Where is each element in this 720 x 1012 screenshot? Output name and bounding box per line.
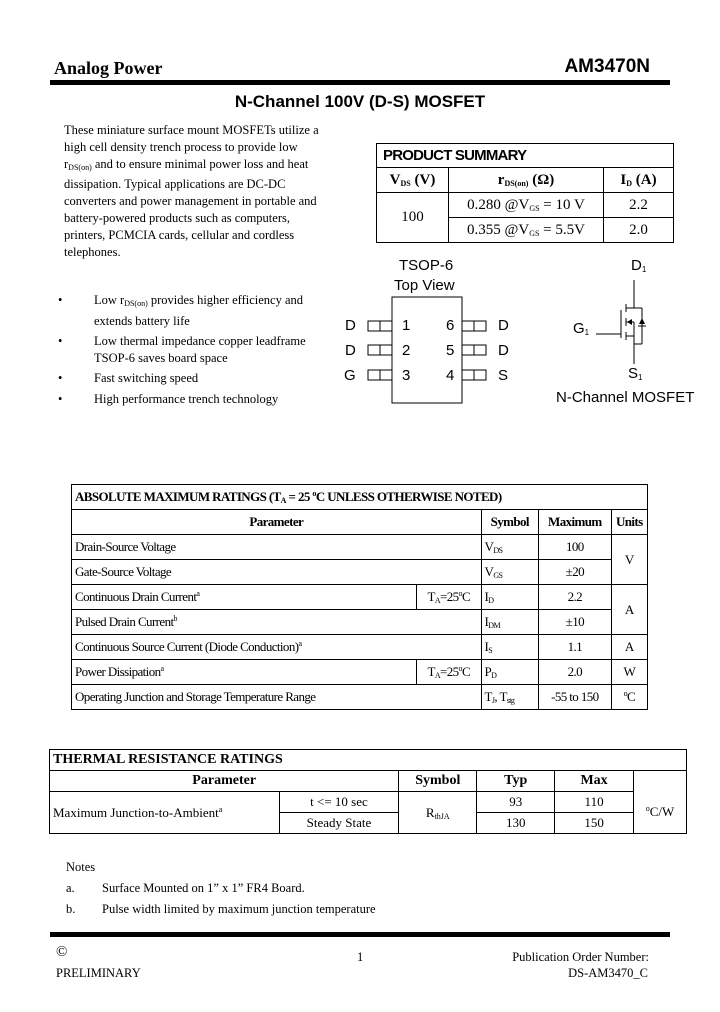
intro-line: battery-powered products such as computers, xyxy=(64,210,290,225)
column-header: $I_D$ (A) xyxy=(604,168,674,193)
absolute-max-ratings-table xyxy=(71,484,648,710)
max-cell: 150 xyxy=(555,813,634,834)
intro-line: telephones. xyxy=(64,244,121,259)
intro-line: high cell density trench process to provide low xyxy=(64,139,298,154)
document-title: N-Channel 100V (D-S) MOSFET xyxy=(234,92,486,111)
pin-number: 2 xyxy=(402,342,411,359)
table-row xyxy=(72,635,648,660)
pin-number: 4 xyxy=(446,367,455,384)
max-cell: 2.2 xyxy=(539,585,612,610)
publication-number: DS-AM3470_C xyxy=(568,966,648,980)
feature-item: • Fast switching speed xyxy=(58,370,333,387)
header-rule xyxy=(50,80,670,85)
table-row xyxy=(72,610,648,635)
product-summary-title: PRODUCT SUMMARY xyxy=(377,144,674,168)
package-view: Top View xyxy=(394,277,455,294)
condition-cell: t <= 10 sec xyxy=(279,792,399,813)
column-header: Symbol xyxy=(481,510,538,535)
pin-number: 5 xyxy=(446,342,455,359)
pin-label: D xyxy=(498,342,509,359)
intro-line: dissipation. Typical applications are DC-DC xyxy=(64,177,286,192)
max-cell: -55 to 150 xyxy=(539,685,612,710)
drain-label: $D_1$ xyxy=(631,257,647,274)
typ-cell: 130 xyxy=(477,813,555,834)
symbol-cell: $V_{DS}$ xyxy=(481,535,538,560)
feature-list xyxy=(58,292,333,411)
parameter-cell: Maximum Junction-to-Ambient$^a$ xyxy=(50,792,280,834)
symbol-cell: $P_D$ xyxy=(481,660,538,685)
max-cell: 100 xyxy=(539,535,612,560)
column-header: Maximum xyxy=(539,510,612,535)
unit-cell: $^o$C xyxy=(611,685,647,710)
column-header: $r_{DS(on)}$ (Ω) xyxy=(449,168,604,193)
table-title: ABSOLUTE MAXIMUM RATINGS ($T_A = 25$ $^o$C UNLESS OTHERWISE NOTED) xyxy=(72,485,648,510)
column-header: Typ xyxy=(477,771,555,792)
pin-number: 6 xyxy=(446,317,455,334)
intro-paragraph xyxy=(64,122,344,260)
mosfet-symbol-icon xyxy=(590,280,670,370)
condition-cell: $T_A=25^oC$ xyxy=(416,585,481,610)
unit-cell: A xyxy=(611,635,647,660)
rds-value: 0.355 $@V_{GS} = 5.5V$ xyxy=(449,218,604,243)
unit-cell: V xyxy=(611,535,647,585)
table-row xyxy=(72,660,648,685)
symbol-cell: $I_{DM}$ xyxy=(481,610,538,635)
condition-cell: $T_A=25^oC$ xyxy=(416,660,481,685)
intro-line: These miniature surface mount MOSFETs utilize a xyxy=(64,123,319,137)
table-title: THERMAL RESISTANCE RATINGS xyxy=(50,750,687,771)
symbol-cell: $R_{thJA}$ xyxy=(399,792,477,834)
condition-cell: Steady State xyxy=(279,813,399,834)
parameter-cell: Continuous Drain Current$^a$ xyxy=(72,585,417,610)
unit-cell: W xyxy=(611,660,647,685)
preliminary-label: PRELIMINARY xyxy=(56,966,141,980)
feature-item: • High performance trench technology xyxy=(58,391,333,408)
unit-cell: $^o$C/W xyxy=(634,792,687,834)
intro-line: $r_{DS(on)}$ and to ensure minimal power loss and heat xyxy=(64,156,309,172)
symbol-cell: $I_S$ xyxy=(481,635,538,660)
id-value: 2.0 xyxy=(604,218,674,243)
symbol-cell: $I_D$ xyxy=(481,585,538,610)
max-cell: 110 xyxy=(555,792,634,813)
pin-label: D xyxy=(345,342,356,359)
parameter-cell: Continuous Source Current (Diode Conduction)$^a$ xyxy=(72,635,482,660)
symbol-cell: $T_J$, $T_{stg}$ xyxy=(481,685,538,710)
typ-cell: 93 xyxy=(477,792,555,813)
table-row xyxy=(72,535,648,560)
unit-header xyxy=(634,771,687,792)
parameter-cell: Operating Junction and Storage Temperature Range xyxy=(72,685,482,710)
parameter-cell: Pulsed Drain Current$^b$ xyxy=(72,610,482,635)
column-header: Units xyxy=(611,510,647,535)
gate-label: $G_1$ xyxy=(573,320,590,337)
unit-cell: A xyxy=(611,585,647,635)
max-cell: ±20 xyxy=(539,560,612,585)
intro-line: converters and power management in portable and xyxy=(64,194,317,209)
part-number: AM3470N xyxy=(564,56,650,77)
pin-label: D xyxy=(345,317,356,334)
thermal-resistance-table xyxy=(49,749,687,834)
pin-number: 1 xyxy=(402,317,411,334)
column-header: Symbol xyxy=(399,771,477,792)
schematic-caption: N-Channel MOSFET xyxy=(556,389,695,406)
max-cell: ±10 xyxy=(539,610,612,635)
pin-label: G xyxy=(344,367,356,384)
vds-value: 100 xyxy=(377,193,449,243)
column-header: Max xyxy=(555,771,634,792)
page-number: 1 xyxy=(357,950,364,964)
table-row xyxy=(72,560,648,585)
feature-item: • Low thermal impedance copper leadframe TSOP-6 saves board space xyxy=(58,333,333,366)
column-header: Parameter xyxy=(50,771,399,792)
table-row xyxy=(72,585,648,610)
intro-line: printers, PCMCIA cards, cellular and cordless xyxy=(64,227,295,242)
footer-rule xyxy=(50,932,670,937)
company-name: Analog Power xyxy=(54,58,163,78)
id-value: 2.2 xyxy=(604,193,674,218)
parameter-cell: Gate-Source Voltage xyxy=(72,560,482,585)
column-header: Parameter xyxy=(72,510,482,535)
rds-value: 0.280 $@V_{GS} = 10$ V xyxy=(449,193,604,218)
parameter-cell: Drain-Source Voltage xyxy=(72,535,482,560)
max-cell: 2.0 xyxy=(539,660,612,685)
source-label: $S_1$ xyxy=(628,365,643,382)
table-row xyxy=(50,792,687,813)
symbol-cell: $V_{GS}$ xyxy=(481,560,538,585)
parameter-cell: Power Dissipation$^a$ xyxy=(72,660,417,685)
package-outline xyxy=(340,295,540,405)
copyright-symbol: © xyxy=(56,944,68,960)
publication-label: Publication Order Number: xyxy=(512,950,649,964)
pin-label: D xyxy=(498,317,509,334)
feature-item: • Low $r_{DS(on)}$ provides higher efficiency and extends battery life xyxy=(58,292,333,329)
max-cell: 1.1 xyxy=(539,635,612,660)
pin-label: S xyxy=(498,367,509,384)
package-name: TSOP-6 xyxy=(399,257,454,274)
pin-number: 3 xyxy=(402,367,411,384)
product-summary-table xyxy=(376,143,674,243)
table-row xyxy=(72,685,648,710)
column-header: $V_{DS}$ (V) xyxy=(377,168,449,193)
